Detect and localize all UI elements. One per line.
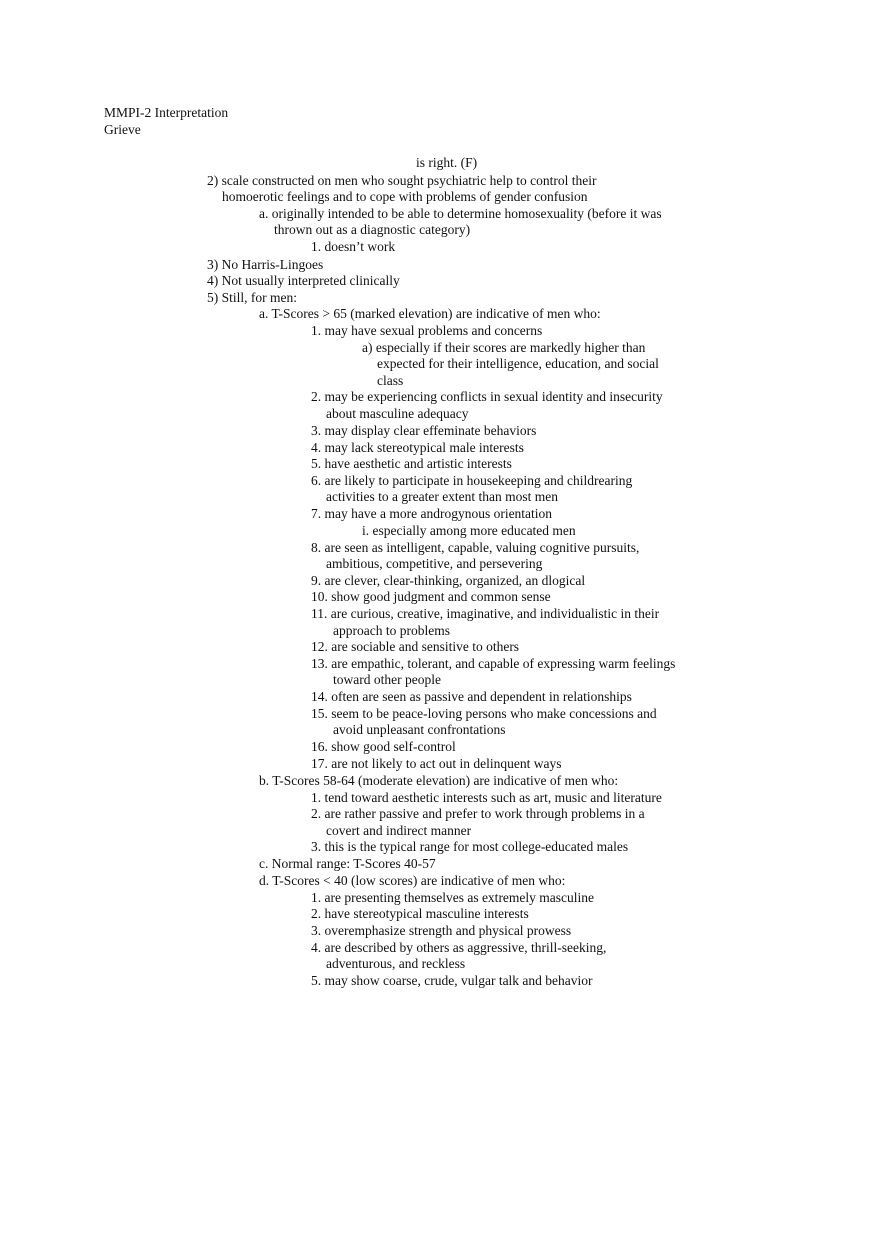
outline-line: 16. show good self-control — [311, 739, 456, 754]
outline-line: 9. are clever, clear-thinking, organized, an dlogical — [311, 573, 586, 588]
outline-line: 10. show good judgment and common sense — [311, 589, 551, 604]
outline-line: a. originally intended to be able to determine homosexuality (before it was — [259, 206, 662, 221]
outline-line: a. T-Scores > 65 (marked elevation) are indicative of men who: — [259, 306, 601, 321]
outline-line: activities to a greater extent than most men — [326, 489, 559, 504]
outline-line: homoerotic feelings and to cope with problems of gender confusion — [222, 189, 588, 204]
outline-line: c. Normal range: T-Scores 40-57 — [259, 856, 436, 871]
outline-line: 12. are sociable and sensitive to others — [311, 639, 520, 654]
outline-line: 4. are described by others as aggressive, thrill-seeking, — [311, 940, 607, 955]
outline-line: 11. are curious, creative, imaginative, and individualistic in their — [311, 606, 660, 621]
outline-line: 3. this is the typical range for most college-educated males — [311, 839, 629, 854]
outline-line: i. especially among more educated men — [362, 523, 576, 538]
outline-line: 5) Still, for men: — [207, 290, 297, 305]
outline-line: 1. tend toward aesthetic interests such as art, music and literature — [311, 790, 662, 805]
outline-line: 7. may have a more androgynous orientation — [311, 506, 553, 521]
document-author: Grieve — [104, 122, 141, 137]
document-title: MMPI-2 Interpretation — [104, 105, 229, 120]
outline-line: 3. overemphasize strength and physical prowess — [311, 923, 572, 938]
outline-line: about masculine adequacy — [326, 406, 469, 421]
outline-line: 15. seem to be peace-loving persons who make concessions and — [311, 706, 657, 721]
outline-line: covert and indirect manner — [326, 823, 472, 838]
outline-line: 8. are seen as intelligent, capable, valuing cognitive pursuits, — [311, 540, 640, 555]
outline-line: 14. often are seen as passive and dependent in relationships — [311, 689, 632, 704]
outline-line: 3) No Harris-Lingoes — [207, 257, 324, 272]
outline-line: class — [377, 373, 404, 388]
outline-line: 4. may lack stereotypical male interests — [311, 440, 524, 455]
outline-line: 1. are presenting themselves as extremely masculine — [311, 890, 595, 905]
outline-line: 5. may show coarse, crude, vulgar talk and behavior — [311, 973, 593, 988]
outline-line: 2. are rather passive and prefer to work through problems in a — [311, 806, 645, 821]
outline-line: 2. have stereotypical masculine interests — [311, 906, 529, 921]
outline-line: ambitious, competitive, and persevering — [326, 556, 543, 571]
outline-line: approach to problems — [333, 623, 450, 638]
outline-line: thrown out as a diagnostic category) — [274, 222, 471, 237]
outline-line: 3. may display clear effeminate behaviors — [311, 423, 537, 438]
outline-line: toward other people — [333, 672, 441, 687]
outline-line: adventurous, and reckless — [326, 956, 466, 971]
outline-line: 17. are not likely to act out in delinquent ways — [311, 756, 562, 771]
outline-line: 1. may have sexual problems and concerns — [311, 323, 543, 338]
outline-line: d. T-Scores < 40 (low scores) are indicative of men who: — [259, 873, 566, 888]
outline-line: expected for their intelligence, education, and social — [377, 356, 659, 371]
outline-line: b. T-Scores 58-64 (moderate elevation) are indicative of men who: — [259, 773, 619, 788]
outline-line: avoid unpleasant confrontations — [333, 722, 506, 737]
outline-line: 4) Not usually interpreted clinically — [207, 273, 400, 288]
outline-line: 6. are likely to participate in housekeeping and childrearing — [311, 473, 633, 488]
outline-line: is right. (F) — [416, 155, 478, 170]
outline-line: 1. doesn’t work — [311, 239, 396, 254]
outline-line: 13. are empathic, tolerant, and capable of expressing warm feelings — [311, 656, 676, 671]
outline-line: 5. have aesthetic and artistic interests — [311, 456, 512, 471]
outline-line: 2) scale constructed on men who sought psychiatric help to control their — [207, 173, 597, 188]
outline-line: 2. may be experiencing conflicts in sexual identity and insecurity — [311, 389, 663, 404]
outline-line: a) especially if their scores are markedly higher than — [362, 340, 646, 355]
